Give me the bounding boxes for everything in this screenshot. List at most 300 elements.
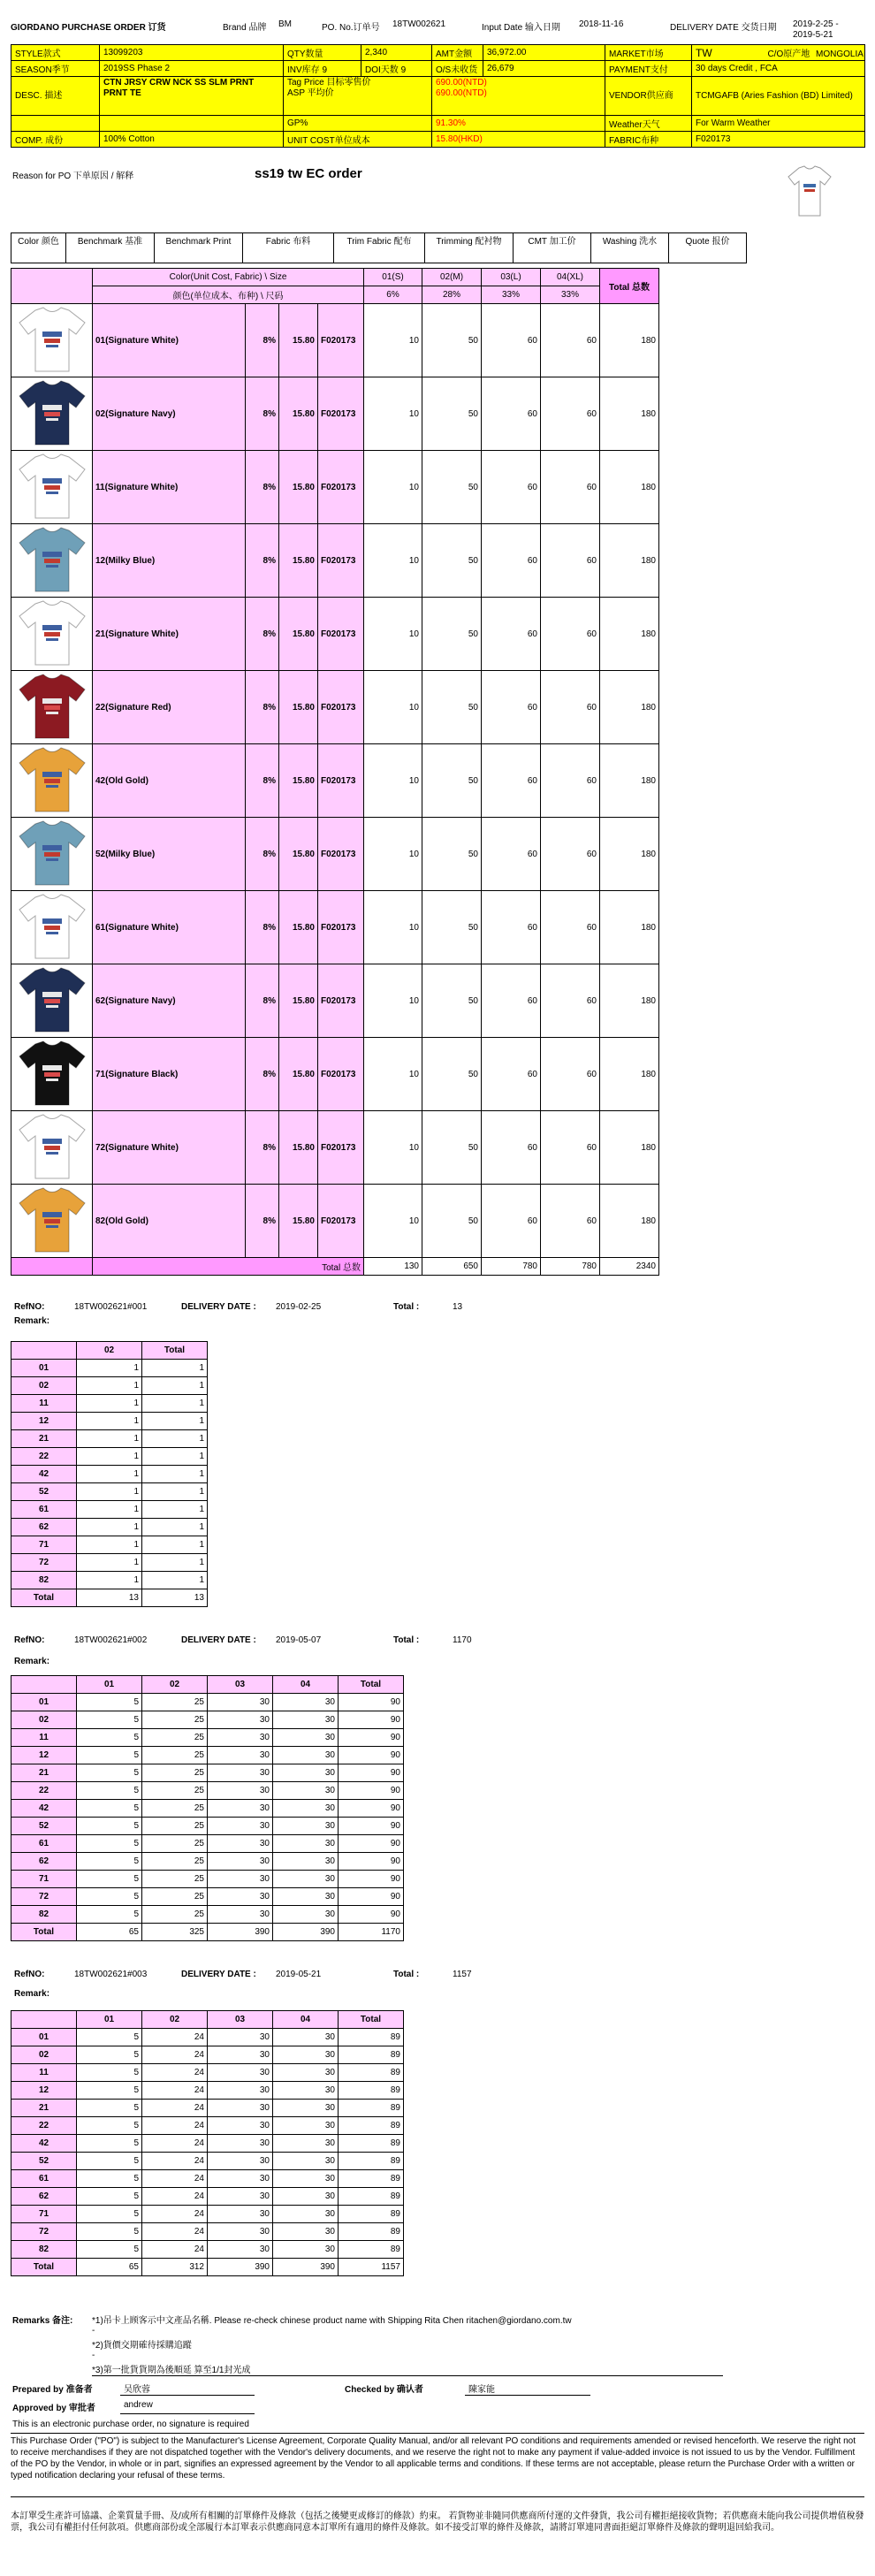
- total-header: Total 总数: [600, 269, 659, 304]
- fabric-code: F020173: [318, 304, 364, 377]
- ship2-ref: 18TW002621#002: [74, 1635, 148, 1645]
- shipment-total-value: 1170: [339, 1924, 404, 1941]
- shipment-qty: 1: [77, 1483, 142, 1501]
- shipment-total-value: 390: [208, 1924, 273, 1941]
- shipment-qty: 30: [273, 1782, 339, 1800]
- shipment-qty: 89: [339, 2064, 404, 2082]
- tab-trimming[interactable]: Trimming 配衬物: [425, 233, 514, 263]
- shipment-qty: 30: [208, 2029, 273, 2046]
- fabric-percent: 8%: [246, 598, 279, 671]
- shipment-qty: 24: [142, 2188, 208, 2206]
- shipment-row-label: 11: [11, 1395, 77, 1413]
- shipment-total-value: 325: [142, 1924, 208, 1941]
- shipment-qty: 30: [273, 2153, 339, 2170]
- shipment-col-header: Total: [339, 2011, 404, 2029]
- shipment-2-table: [11, 1675, 404, 1941]
- size-qty: 60: [482, 744, 541, 818]
- delivery-date-label: DELIVERY DATE 交货日期: [670, 23, 777, 33]
- shipment-qty: 30: [208, 1871, 273, 1888]
- size-qty: 10: [364, 744, 422, 818]
- shipment-qty: 30: [273, 1729, 339, 1747]
- shipment-qty: 30: [273, 1906, 339, 1924]
- color-row: [11, 1185, 659, 1258]
- color-name: 12(Milky Blue): [93, 524, 246, 598]
- size-qty: 10: [364, 377, 422, 451]
- tab-benchmark-print[interactable]: Benchmark Print: [155, 233, 243, 263]
- shipment-row-label: 11: [11, 1729, 77, 1747]
- tshirt-icon: [11, 1038, 93, 1111]
- shipment-col-header: 04: [273, 2011, 339, 2029]
- shipment-header-row: [11, 1342, 208, 1360]
- unit-cost: 15.80: [279, 744, 318, 818]
- shipment-qty: 30: [208, 2064, 273, 2082]
- size-qty: 60: [482, 304, 541, 377]
- shipment-qty: 30: [208, 2082, 273, 2100]
- shipment-qty: 30: [208, 2100, 273, 2117]
- tshirt-icon: [11, 1185, 93, 1258]
- size-qty: 50: [422, 598, 482, 671]
- fabric-code: F020173: [318, 524, 364, 598]
- ship1-total-label: Total :: [393, 1302, 420, 1312]
- shipment-qty: 25: [142, 1835, 208, 1853]
- shipment-qty: 30: [208, 1835, 273, 1853]
- shipment-row-label: 61: [11, 2170, 77, 2188]
- weather-label: Weather天气: [605, 116, 692, 132]
- fabric-percent: 8%: [246, 304, 279, 377]
- grand-total-row: [11, 1258, 659, 1276]
- color-row: [11, 818, 659, 891]
- tab-cmt[interactable]: CMT 加工价: [514, 233, 591, 263]
- shipment-qty: 25: [142, 1906, 208, 1924]
- size-qty: 60: [541, 304, 600, 377]
- shipment-qty: 5: [77, 1711, 142, 1729]
- shipment-qty: 1: [142, 1536, 208, 1554]
- doi-label: DOI天数: [365, 65, 399, 75]
- tab-washing[interactable]: Washing 洗水: [591, 233, 669, 263]
- shipment-row-label: 22: [11, 2117, 77, 2135]
- size-header-xl: 04(XL): [541, 269, 600, 286]
- shipment-qty: 89: [339, 2117, 404, 2135]
- shipment-row-label: 02: [11, 2046, 77, 2064]
- shipment-qty: 30: [273, 2029, 339, 2046]
- shipment-qty: 30: [273, 1800, 339, 1818]
- ship1-ref-label: RefNO:: [14, 1302, 45, 1312]
- shipment-row: [11, 1782, 404, 1800]
- size-qty: 10: [364, 1111, 422, 1185]
- shipment-col-header: 03: [208, 1676, 273, 1694]
- shipment-qty: 30: [208, 2170, 273, 2188]
- shipment-qty: 25: [142, 1818, 208, 1835]
- shipment-header-row: [11, 1676, 404, 1694]
- unit-cost-value: 15.80(HKD): [432, 132, 605, 148]
- size-qty: 50: [422, 671, 482, 744]
- shipment-qty: 90: [339, 1853, 404, 1871]
- shipment-row-label: 02: [11, 1377, 77, 1395]
- shipment-row-label: 72: [11, 1554, 77, 1572]
- color-name: 71(Signature Black): [93, 1038, 246, 1111]
- season-value: 2019SS Phase 2: [100, 61, 284, 77]
- shipment-qty: 90: [339, 1747, 404, 1764]
- shipment-row-label: 22: [11, 1782, 77, 1800]
- shipment-total-value: 1157: [339, 2259, 404, 2276]
- unit-cost-label: UNIT COST单位成本: [284, 132, 432, 148]
- shipment-qty: 5: [77, 1782, 142, 1800]
- size-qty: 60: [482, 524, 541, 598]
- shipment-header-row: [11, 2011, 404, 2029]
- size-header-l: 03(L): [482, 269, 541, 286]
- shipment-row-label: 02: [11, 1711, 77, 1729]
- shipment-qty: 30: [208, 1800, 273, 1818]
- shipment-qty: 30: [273, 2241, 339, 2259]
- ship2-ref-label: RefNO:: [14, 1635, 45, 1645]
- size-qty: 50: [422, 377, 482, 451]
- shipment-row: [11, 1906, 404, 1924]
- unit-cost: 15.80: [279, 891, 318, 964]
- shipment-qty: 1: [77, 1501, 142, 1519]
- brand-value: BM: [278, 19, 292, 29]
- shipment-qty: 1: [142, 1360, 208, 1377]
- size-qty: 10: [364, 1038, 422, 1111]
- shipment-qty: 89: [339, 2100, 404, 2117]
- shipment-row-label: 82: [11, 2241, 77, 2259]
- shipment-total-row: [11, 2259, 404, 2276]
- fabric-percent: 8%: [246, 1111, 279, 1185]
- row-total: 180: [600, 598, 659, 671]
- checked-name: 陳家能: [468, 2385, 495, 2395]
- color-name: 72(Signature White): [93, 1111, 246, 1185]
- ship1-ref: 18TW002621#001: [74, 1302, 148, 1312]
- comp-label: COMP. 成份: [11, 132, 100, 148]
- size-qty: 10: [364, 818, 422, 891]
- prepared-label: Prepared by 准备者: [12, 2385, 93, 2395]
- color-name: 02(Signature Navy): [93, 377, 246, 451]
- input-date: 2018-11-16: [579, 19, 624, 29]
- shipment-row: [11, 1501, 208, 1519]
- shipment-total-label: Total: [11, 2259, 77, 2276]
- unit-cost: 15.80: [279, 524, 318, 598]
- shipment-qty: 5: [77, 2153, 142, 2170]
- shipment-qty: 90: [339, 1906, 404, 1924]
- size-qty: 50: [422, 964, 482, 1038]
- size-qty: 50: [422, 524, 482, 598]
- shipment-qty: 1: [77, 1572, 142, 1589]
- shipment-qty: 1: [142, 1501, 208, 1519]
- shipment-qty: 30: [208, 1818, 273, 1835]
- shipment-qty: 89: [339, 2153, 404, 2170]
- shipment-row: [11, 1413, 208, 1430]
- market-value: TW: [696, 47, 712, 59]
- shipment-qty: 1: [142, 1413, 208, 1430]
- size-qty: 10: [364, 451, 422, 524]
- brand-label: Brand 品牌: [223, 23, 267, 33]
- size-qty: 60: [541, 818, 600, 891]
- approved-label: Approved by 审批者: [12, 2404, 95, 2413]
- fabric-code: F020173: [318, 1111, 364, 1185]
- shipment-row-label: 82: [11, 1906, 77, 1924]
- asp-label: ASP 平均价: [287, 88, 334, 98]
- size-qty: 10: [364, 304, 422, 377]
- size-qty: 50: [422, 744, 482, 818]
- shipment-qty: 5: [77, 2064, 142, 2082]
- shipment-col-header: 01: [77, 1676, 142, 1694]
- shipment-qty: 30: [208, 2188, 273, 2206]
- grand-total-value: 2340: [600, 1258, 659, 1276]
- shipment-row: [11, 1871, 404, 1888]
- tshirt-icon: [16, 525, 88, 594]
- shipment-qty: 90: [339, 1729, 404, 1747]
- shipment-qty: 90: [339, 1835, 404, 1853]
- shipment-qty: 1: [142, 1483, 208, 1501]
- delivery-date-end: 2019-5-21: [793, 30, 833, 40]
- tab-fabric[interactable]: Fabric 布料: [243, 233, 334, 263]
- style-value: 13099203: [100, 45, 284, 61]
- gp-label: GP%: [284, 116, 432, 132]
- tag-price-value: 690.00(NTD): [436, 78, 487, 88]
- shipment-qty: 25: [142, 1764, 208, 1782]
- fabric-code: F020173: [318, 671, 364, 744]
- shipment-row-label: 71: [11, 2206, 77, 2223]
- size-qty: 50: [422, 891, 482, 964]
- shipment-qty: 1: [142, 1377, 208, 1395]
- shipment-row: [11, 1377, 208, 1395]
- color-name: 62(Signature Navy): [93, 964, 246, 1038]
- unit-cost: 15.80: [279, 451, 318, 524]
- color-row: [11, 671, 659, 744]
- shipment-qty: 30: [208, 1764, 273, 1782]
- size-qty: 10: [364, 1185, 422, 1258]
- shipment-row: [11, 1360, 208, 1377]
- shipment-row: [11, 2117, 404, 2135]
- shipment-qty: 30: [273, 2188, 339, 2206]
- tshirt-icon: [11, 744, 93, 818]
- color-row: [11, 304, 659, 377]
- size-qty: 60: [482, 377, 541, 451]
- ship2-remark-label: Remark:: [14, 1657, 50, 1666]
- tshirt-icon: [16, 598, 88, 667]
- shipment-row: [11, 2135, 404, 2153]
- shipment-qty: 25: [142, 1711, 208, 1729]
- fabric-percent: 8%: [246, 451, 279, 524]
- fabric-code: F020173: [318, 891, 364, 964]
- shipment-row: [11, 1818, 404, 1835]
- shipment-qty: 30: [273, 1747, 339, 1764]
- shipment-qty: 1: [142, 1448, 208, 1466]
- shipment-qty: 30: [273, 1764, 339, 1782]
- po-number: 18TW002621: [392, 19, 446, 29]
- shipment-total-value: 312: [142, 2259, 208, 2276]
- size-qty: 60: [541, 1038, 600, 1111]
- ratio-m: 28%: [422, 286, 482, 304]
- shipment-qty: 24: [142, 2153, 208, 2170]
- shipment-row: [11, 1800, 404, 1818]
- size-qty: 60: [482, 818, 541, 891]
- fabric-code: F020173: [318, 964, 364, 1038]
- shipment-row-label: 01: [11, 1694, 77, 1711]
- tshirt-icon: [16, 378, 88, 447]
- shipment-qty: 30: [208, 1888, 273, 1906]
- size-qty: 60: [541, 524, 600, 598]
- shipment-row-label: 42: [11, 2135, 77, 2153]
- shipment-row: [11, 2100, 404, 2117]
- shipment-row-label: 01: [11, 1360, 77, 1377]
- shipment-row: [11, 2046, 404, 2064]
- size-qty: 60: [482, 598, 541, 671]
- shipment-qty: 30: [273, 2135, 339, 2153]
- size-qty: 10: [364, 598, 422, 671]
- shipment-row: [11, 1430, 208, 1448]
- ship1-total: 13: [453, 1302, 463, 1312]
- ship3-total-label: Total :: [393, 1970, 420, 1979]
- size-qty: 60: [482, 671, 541, 744]
- shipment-qty: 30: [208, 1694, 273, 1711]
- shipment-qty: 30: [208, 2135, 273, 2153]
- inv-label: INV库存: [287, 65, 320, 75]
- tshirt-icon: [16, 892, 88, 961]
- color-row: [11, 524, 659, 598]
- size-qty: 50: [422, 304, 482, 377]
- fabric-code: F020173: [318, 1038, 364, 1111]
- shipment-row: [11, 2064, 404, 2082]
- row-total: 180: [600, 891, 659, 964]
- size-qty: 60: [541, 744, 600, 818]
- size-qty: 60: [482, 964, 541, 1038]
- shipment-qty: 89: [339, 2046, 404, 2064]
- color-size-header: Color(Unit Cost, Fabric) \ Size: [93, 269, 364, 286]
- shipment-row: [11, 1519, 208, 1536]
- shipment-qty: 30: [273, 1818, 339, 1835]
- row-total: 180: [600, 1185, 659, 1258]
- amt-label: AMT金额: [432, 45, 483, 61]
- shipment-row: [11, 1448, 208, 1466]
- size-qty: 50: [422, 1038, 482, 1111]
- shipment-row-label: 42: [11, 1466, 77, 1483]
- shipment-row: [11, 2029, 404, 2046]
- shipment-qty: 30: [208, 1853, 273, 1871]
- color-row: [11, 377, 659, 451]
- shipment-row-label: 61: [11, 1835, 77, 1853]
- shipment-row-label: 52: [11, 2153, 77, 2170]
- tab-color[interactable]: Color 颜色: [11, 233, 66, 263]
- po-label: PO. No.订单号: [322, 23, 380, 33]
- shipment-qty: 5: [77, 1835, 142, 1853]
- shipment-qty: 1: [77, 1395, 142, 1413]
- unit-cost: 15.80: [279, 1111, 318, 1185]
- fabric-code: F020173: [318, 818, 364, 891]
- vendor-label: VENDOR供应商: [605, 77, 692, 116]
- shipment-qty: 5: [77, 2223, 142, 2241]
- tab-benchmark[interactable]: Benchmark 基准: [66, 233, 155, 263]
- size-header-s: 01(S): [364, 269, 422, 286]
- ship2-total: 1170: [453, 1635, 472, 1645]
- shipment-qty: 5: [77, 2117, 142, 2135]
- size-qty: 50: [422, 818, 482, 891]
- shipment-qty: 90: [339, 1782, 404, 1800]
- qty-value: 2,340: [361, 45, 432, 61]
- ship3-ref-label: RefNO:: [14, 1970, 45, 1979]
- shipment-row-label: 42: [11, 1800, 77, 1818]
- shipment-qty: 90: [339, 1818, 404, 1835]
- shipment-qty: 30: [273, 1871, 339, 1888]
- payment-value: 30 days Credit , FCA: [692, 61, 865, 77]
- doi-value: 9: [400, 65, 407, 75]
- color-name: 42(Old Gold): [93, 744, 246, 818]
- shipment-qty: 1: [142, 1430, 208, 1448]
- shipment-row: [11, 1395, 208, 1413]
- size-qty: 60: [482, 1185, 541, 1258]
- remark-line-1: *1)吊卡上顾客示中文產品名稱. Please re-check chinese product name with Shipping Rita Chen ritachen@giordano.com.tw: [92, 2316, 572, 2326]
- size-qty: 50: [422, 1185, 482, 1258]
- unit-cost: 15.80: [279, 1038, 318, 1111]
- shipment-row: [11, 2188, 404, 2206]
- reason-label: Reason for PO 下单原因 / 解释: [12, 171, 134, 181]
- tshirt-icon: [16, 745, 88, 814]
- shipment-row-label: 12: [11, 2082, 77, 2100]
- unit-cost: 15.80: [279, 818, 318, 891]
- shipment-col-header: Total: [142, 1342, 208, 1360]
- shipment-row: [11, 2206, 404, 2223]
- shipment-qty: 5: [77, 2188, 142, 2206]
- shipment-qty: 25: [142, 1729, 208, 1747]
- color-row: [11, 744, 659, 818]
- shipment-1-table: [11, 1341, 208, 1607]
- inv-value: 9: [322, 65, 328, 75]
- co-value: MONGOLIA: [816, 50, 864, 59]
- shipment-total-value: 65: [77, 1924, 142, 1941]
- shipment-qty: 5: [77, 1694, 142, 1711]
- size-qty: 60: [482, 1038, 541, 1111]
- asp-value: 690.00(NTD): [436, 88, 487, 98]
- shipment-qty: 25: [142, 1800, 208, 1818]
- shipment-qty: 30: [273, 1835, 339, 1853]
- shipment-qty: 1: [77, 1377, 142, 1395]
- shipment-qty: 1: [142, 1519, 208, 1536]
- shipment-qty: 24: [142, 2100, 208, 2117]
- shipment-qty: 1: [142, 1554, 208, 1572]
- electronic-note: This is an electronic purchase order, no signature is required: [12, 2420, 249, 2429]
- qty-label: QTY数量: [284, 45, 361, 61]
- fabric-percent: 8%: [246, 671, 279, 744]
- size-qty: 60: [482, 1111, 541, 1185]
- input-date-label: Input Date 输入日期: [482, 23, 560, 33]
- tab-trim-fabric[interactable]: Trim Fabric 配布: [334, 233, 425, 263]
- fabric-percent: 8%: [246, 891, 279, 964]
- remark-line-3: *3)第一批貨貨期為後順延 算至1/1封光成: [92, 2366, 251, 2375]
- unit-cost: 15.80: [279, 377, 318, 451]
- shipment-qty: 5: [77, 2170, 142, 2188]
- checked-label: Checked by 确认者: [345, 2385, 423, 2395]
- unit-cost: 15.80: [279, 964, 318, 1038]
- shipment-qty: 1: [142, 1395, 208, 1413]
- color-name: 01(Signature White): [93, 304, 246, 377]
- shipment-qty: 89: [339, 2188, 404, 2206]
- ship1-date-label: DELIVERY DATE :: [181, 1302, 256, 1312]
- fabric-label: FABRIC布种: [605, 132, 692, 148]
- color-name: 21(Signature White): [93, 598, 246, 671]
- shipment-qty: 1: [77, 1430, 142, 1448]
- unit-cost: 15.80: [279, 1185, 318, 1258]
- shipment-row: [11, 1694, 404, 1711]
- shipment-qty: 30: [208, 1711, 273, 1729]
- remark-line-2: *2)貨價交期確待採購追蹤: [92, 2341, 192, 2351]
- shipment-qty: 30: [273, 1711, 339, 1729]
- shipment-row: [11, 1711, 404, 1729]
- tab-quote[interactable]: Quote 报价: [669, 233, 747, 263]
- size-qty: 60: [541, 1185, 600, 1258]
- shipment-row-label: 52: [11, 1483, 77, 1501]
- shipment-qty: 24: [142, 2206, 208, 2223]
- shipment-row: [11, 1466, 208, 1483]
- remarks-label: Remarks 备注:: [12, 2316, 73, 2326]
